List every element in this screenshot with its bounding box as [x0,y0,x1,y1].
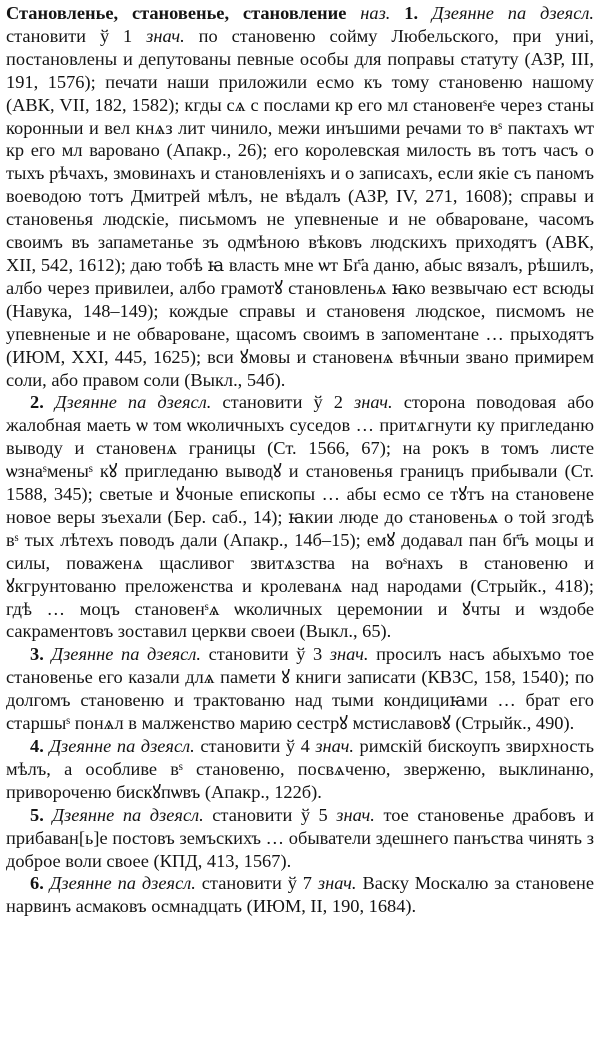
meaning-label: знач. [317,873,357,894]
definition-label: Дзеянне па дзеясл. [431,3,594,23]
meaning-ref: ў 2 [313,392,343,413]
meaning-label: знач. [329,644,369,665]
verb: становити [200,736,281,756]
sense-number: 6. [30,873,44,894]
sense-number: 2. [30,392,44,413]
meaning-label: знач. [315,736,354,756]
definition-label: Дзеянне па дзеясл. [52,804,204,825]
verb: становити [208,644,289,665]
meaning-label: знач. [354,392,393,413]
meaning-label: знач. [146,25,185,46]
sense-text: римскій бискоупъ звирхность мѣлъ, а особливе вˢ становеню, посвѧченю, зверженю, выклинаню, привороченю бискꙋпѡвъ (Апакр., 122б). [6,736,595,802]
sense-text: тое становенье драбовъ и прибаван[ь]е постовъ земъскихъ … обыватели здешнего панъства чинять з доброе воли своее (КПД, 413, 1567). [6,804,594,871]
sense-2 [6,391,594,643]
verb: становити [6,25,87,46]
meaning-ref: ў 4 [285,736,310,756]
verb: становити [201,873,282,894]
headword: Становленье, становенье, становление [6,3,347,23]
sense-6 [6,872,594,918]
sense-number: 4. [30,736,44,756]
definition-label: Дзеянне па дзеясл. [49,873,196,894]
sense-4 [6,735,594,804]
meaning-ref: ў 3 [296,644,323,665]
sense-text: сторона поводовая або жалобная маеть ѡ том ѡколичныхъ суседов … притѧгнути ку пригледаню выводу и становенѧ границы (Ст. 1566, 67); на рокъ в томъ листе ѡзнаˢменыˢ кꙋ пригледаню выводꙋ и становенья границъ прибывали (Ст. 1588, 345); светые и ꙋчоные епископы … абы есмо се тꙋтъ на становене новое веры зъехали (Бер. саб., 14); ꙗкии люде до становеньѧ о той згодѣ вˢ тых лѣтехъ поводъ дали (Апакр., 14б–15); емꙋ додавал пан бг҃ъ моцы и силы, поваженѧ щасливог звитѧзства на воˢнахъ в становеню и ꙋкгрунтованю преложенства и кролеванѧ над народами (Стрыйк., 418); гдѣ … моцъ становенˢѧ ѡколичных церемонии и ꙋчты и ѡздобе сакраментовъ зоставил церкви своеи (Выкл., 65). [6,392,594,642]
meaning-ref: ў 1 [99,25,133,46]
verb: становити [212,804,293,825]
definition-label: Дзеянне па дзеясл. [51,644,201,665]
definition-label: Дзеянне па дзеясл. [49,736,195,756]
sense-5 [6,804,594,873]
sense-number: 5. [30,804,44,825]
sense-number: 1. [404,3,419,23]
sense-text: по становеню сойму Любельского, при униі, постановлены и депутованы певные особы для поправы статуту (АЗР, III, 191, 1576); печати наши приложили есмо къ тому становеню нашому (АВК, VII, 182, 1582); кгды сѧ с послами кр его мл становенˢе через станы коронныи и вел кнѧз лит чинило, межи инъшими речами то вˢ пактахъ ѡт кр его мл варовано (Апакр., 26); его королевская милость въ тотъ часъ о тыхъ рѣчахъ, змовинахъ и становленіяхъ и о записахъ, если якіе съ паномъ воеводою тотъ Дмитрей мѣлъ, не вѣдалъ (АЗР, IV, 271, 1608); справы и становенья людскіе, письмомъ не упевненые и не обвароване, часомъ своимъ въ запаметанье зъ одмѣною вѣковъ людскихъ приходятъ (АВК, XII, 542, 1612); даю тобѣ ꙗ власть мне ѡт Бг҃а даню, абыс вязалъ, рѣшилъ, албо через привилеи, албо грамотꙋ становленьѧ ꙗко везвычаю ест всюды (Навука, 148–149); кождые справы и становеня людское, писмомъ не упевненые и не обвароване, щасомъ своимъ в запоментане … прыходятъ (ИЮМ, XXI, 445, 1625); вси ꙋмовы и становенѧ вѣчныи звано примирем соли, або правом соли (Выкл., 54б). [6,25,594,390]
meaning-ref: ў 7 [287,873,312,894]
dictionary-entry [6,2,594,391]
part-of-speech: наз. [360,3,391,23]
sense-number: 3. [30,644,44,665]
sense-text: Васку Москалю за становене нарвинъ асмаковъ осмнадцать (ИЮМ, II, 190, 1684). [6,873,594,917]
meaning-ref: ў 5 [300,804,328,825]
sense-text: просилъ насъ абыхъмо тое становенье его казали длѧ памети ꙋ книги записати (КВЗС, 158, 1540); по долгомъ становеню и трактованю над тыми кондициꙗми … брат его старшыˢ понѧл в малженство марию сестрꙋ мстиславовꙋ (Стрыйк., 490). [6,644,595,734]
definition-label: Дзеянне па дзеясл. [54,392,212,413]
verb: становити [222,392,303,413]
meaning-label: знач. [336,804,375,825]
sense-3 [6,643,594,735]
